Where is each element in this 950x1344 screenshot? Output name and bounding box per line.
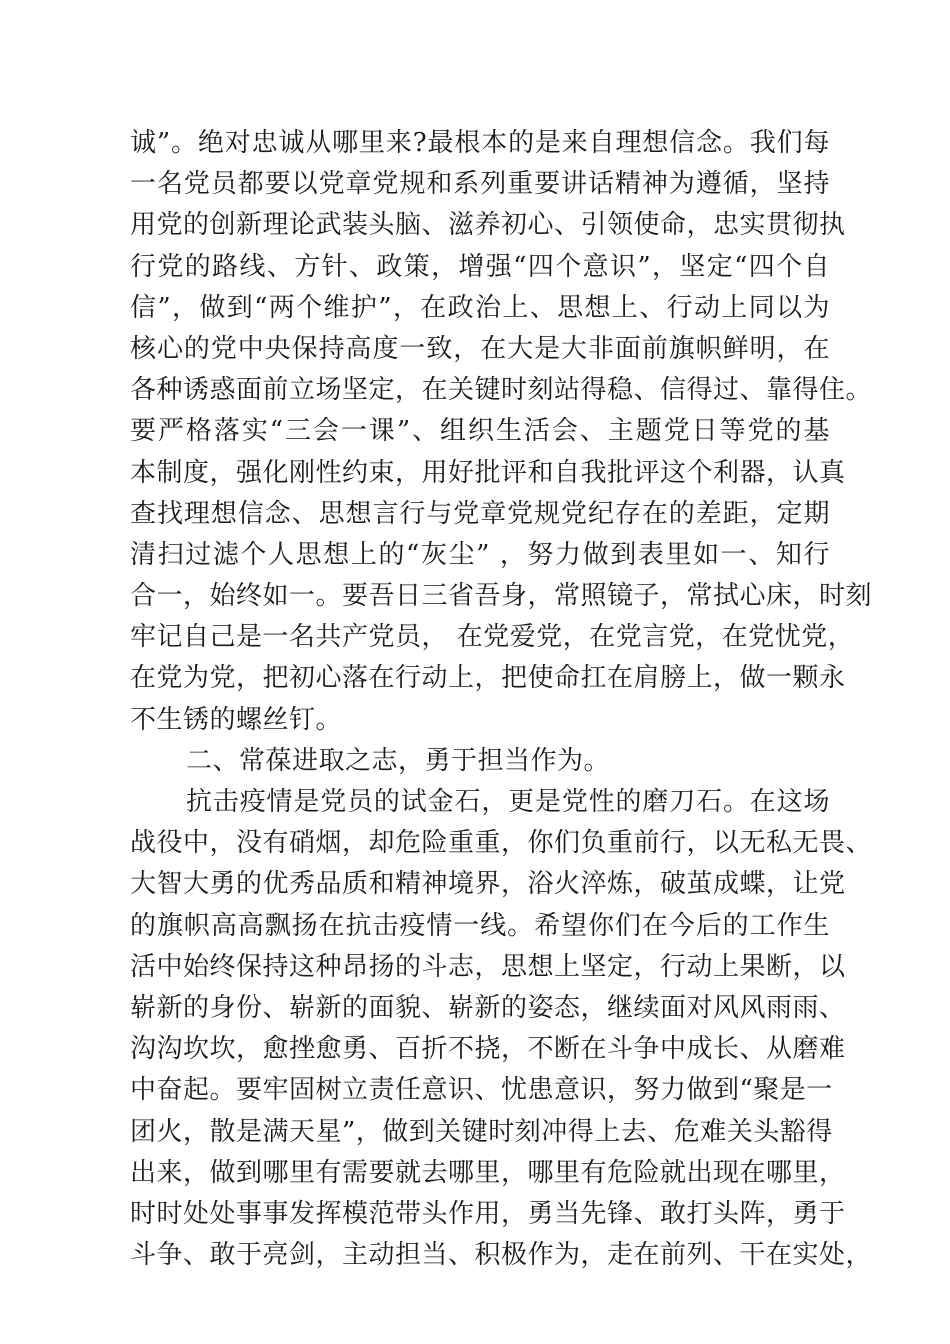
text-line: 团火，散是满天星”，做到关键时刻冲得上去、危难关头豁得 [130, 1116, 833, 1147]
text-line: 本制度，强化刚性约束，用好批评和自我批评这个利器，认真 [130, 457, 846, 488]
text-line: 战役中，没有硝烟，却危险重重，你们负重前行，以无私无畏、 [130, 828, 873, 859]
document-body [130, 123, 873, 1276]
text-line: 行党的路线、方针、政策，增强“四个意识”，坚定“四个自 [130, 251, 830, 282]
text-line: 的旗帜高高飘扬在抗击疫情一线。希望你们在今后的工作生 [130, 910, 830, 941]
text-line: 抗击疫情是党员的试金石，更是党性的磨刀石。在这场 [186, 787, 830, 817]
text-line: 诚”。绝对忠诚从哪里来?最根本的是来自理想信念。我们每 [130, 128, 830, 158]
text-line: 核心的党中央保持高度一致，在大是大非面前旗帜鲜明，在 [130, 333, 830, 364]
text-line: 斗争、敢于亮剑，主动担当、积极作为，走在前列、干在实处， [130, 1240, 873, 1271]
text-line: 出来，做到哪里有需要就去哪里，哪里有危险就出现在哪里， [130, 1157, 846, 1188]
text-line: 时时处处事事发挥模范带头作用，勇当先锋、敢打头阵，勇于 [130, 1198, 846, 1229]
text-line: 大智大勇的优秀品质和精神境界，浴火淬炼，破茧成蝶，让党 [130, 869, 846, 900]
section-heading: 二、常葆进取之志，勇于担当作为。 [186, 745, 611, 776]
text-line: 查找理想信念、思想言行与党章党规党纪存在的差距，定期 [130, 498, 830, 529]
text-line: 牢记自己是一名共产党员， 在党爱党，在党言党，在党忧党， [130, 622, 855, 653]
text-line: 用党的创新理论武装头脑、滋养初心、引领使命，忠实贯彻执 [130, 210, 846, 241]
text-line: 不生锈的螺丝钉。 [130, 704, 343, 735]
text-line: 一名党员都要以党章党规和系列重要讲话精神为遵循，坚持 [130, 169, 830, 200]
text-line: 崭新的身份、崭新的面貌、崭新的姿态，继续面对风风雨雨、 [130, 992, 846, 1023]
text-line: 各种诱惑面前立场坚定，在关键时刻站得稳、信得过、靠得住。 [130, 375, 873, 406]
text-line: 合一，始终如一。要吾日三省吾身，常照镜子，常拭心床，时刻 [130, 581, 873, 612]
text-line: 清扫过滤个人思想上的“灰尘” ，努力做到表里如一、知行 [130, 539, 830, 570]
text-line: 中奋起。要牢固树立责任意识、忧患意识，努力做到“聚是一 [130, 1075, 833, 1106]
text-line: 活中始终保持这种昂扬的斗志，思想上坚定，行动上果断，以 [130, 951, 846, 982]
text-line: 沟沟坎坎，愈挫愈勇、百折不挠，不断在斗争中成长、从磨难 [130, 1034, 846, 1065]
text-line: 要严格落实“三会一课”、组织生活会、主题党日等党的基 [130, 416, 830, 447]
text-line: 信”，做到“两个维护”，在政治上、思想上、行动上同以为 [130, 292, 830, 323]
text-line: 在党为党，把初心落在行动上，把使命扛在肩膀上，做一颗永 [130, 663, 846, 694]
